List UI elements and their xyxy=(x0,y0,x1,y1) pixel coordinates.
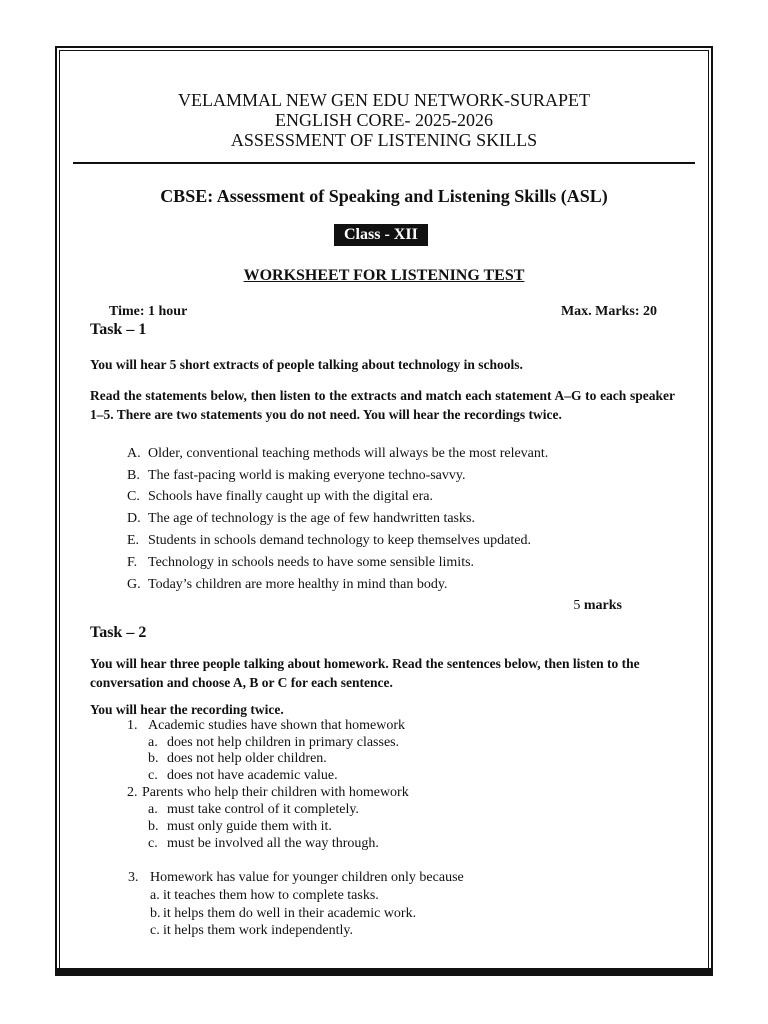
option-letter: a. xyxy=(150,888,160,903)
marks-number: 5 xyxy=(573,598,581,613)
question-number: 1. xyxy=(127,718,138,733)
list-item xyxy=(127,468,140,484)
question-number: 2. xyxy=(127,785,138,800)
page-border-bottom-bar xyxy=(57,968,713,975)
statement-text: Students in schools demand technology to keep themselves updated. xyxy=(148,533,531,548)
question-text: Academic studies have shown that homework xyxy=(148,718,405,733)
page-title: CBSE: Assessment of Speaking and Listening Skills (ASL) xyxy=(160,186,608,206)
list-item xyxy=(127,533,139,549)
school-name: VELAMMAL NEW GEN EDU NETWORK-SURAPET xyxy=(178,90,590,110)
task1-heading: Task – 1 xyxy=(90,321,147,338)
option-text: it helps them do well in their academic work. xyxy=(163,906,417,921)
option-letter: c. xyxy=(148,768,158,783)
option-letter: a. xyxy=(148,802,158,817)
statement-text: The age of technology is the age of few handwritten tasks. xyxy=(148,511,475,526)
statement-text: Older, conventional teaching methods will always be the most relevant. xyxy=(148,446,549,461)
marks-word: marks xyxy=(583,598,622,613)
assessment-title: ASSESSMENT OF LISTENING SKILLS xyxy=(230,130,538,150)
statement-letter: A. xyxy=(127,446,141,461)
question-text: Homework has value for younger children only because xyxy=(150,870,464,885)
option-text: must be involved all the way through. xyxy=(167,836,379,851)
option-letter: c. xyxy=(148,836,158,851)
task2-intro: You will hear three people talking about homework. Read the sentences below, then listen to the conversation and choose A, B or C for each sentence. xyxy=(90,656,640,690)
option-text: does not help children in primary classes. xyxy=(167,735,400,750)
time-label: Time: 1 hour xyxy=(109,304,188,319)
header-divider xyxy=(73,162,695,164)
option-letter: c. xyxy=(150,923,160,938)
statement-text: Technology in schools needs to have some sensible limits. xyxy=(148,555,475,570)
option-letter: b. xyxy=(148,819,159,834)
statement-text: The fast-pacing world is making everyone techno-savvy. xyxy=(148,468,466,483)
option-text: it teaches them how to complete tasks. xyxy=(163,888,379,903)
option-text: must take control of it completely. xyxy=(167,802,359,817)
class-badge: Class - XII xyxy=(334,224,428,246)
list-item xyxy=(127,446,141,462)
subject-year: ENGLISH CORE- 2025-2026 xyxy=(275,110,493,130)
option-text: must only guide them with it. xyxy=(167,819,332,834)
task1-marks xyxy=(573,598,622,614)
list-item xyxy=(127,555,137,571)
option-text: does not help older children. xyxy=(167,751,327,766)
option-text: it helps them work independently. xyxy=(163,923,353,938)
task2-twice: You will hear the recording twice. xyxy=(90,702,284,717)
option-letter: b. xyxy=(150,906,161,921)
statement-letter: B. xyxy=(127,468,140,483)
option-letter: b. xyxy=(148,751,159,766)
list-item xyxy=(127,489,140,505)
list-item xyxy=(127,577,141,593)
worksheet-title: WORKSHEET FOR LISTENING TEST xyxy=(243,267,525,284)
option-letter: a. xyxy=(148,735,158,750)
task1-instructions: Read the statements below, then listen to the extracts and match each statement A–G to each speaker 1–5. There are two statements you do not need. You will hear the recordings twice. xyxy=(90,388,675,422)
statement-letter: D. xyxy=(127,511,141,526)
statement-letter: F. xyxy=(127,555,138,570)
task1-intro: You will hear 5 short extracts of people talking about technology in schools. xyxy=(90,357,523,372)
option-text: does not have academic value. xyxy=(167,768,338,783)
max-marks-label: Max. Marks: 20 xyxy=(560,304,657,319)
statement-text: Schools have finally caught up with the digital era. xyxy=(148,489,433,504)
statement-text: Today’s children are more healthy in mind than body. xyxy=(148,577,448,592)
question-number: 3. xyxy=(128,870,139,885)
task2-heading: Task – 2 xyxy=(90,624,147,641)
statement-letter: E. xyxy=(127,533,140,548)
list-item xyxy=(127,511,141,527)
question-text: Parents who help their children with homework xyxy=(142,785,409,800)
statement-letter: C. xyxy=(127,489,140,504)
statement-letter: G. xyxy=(127,577,141,592)
